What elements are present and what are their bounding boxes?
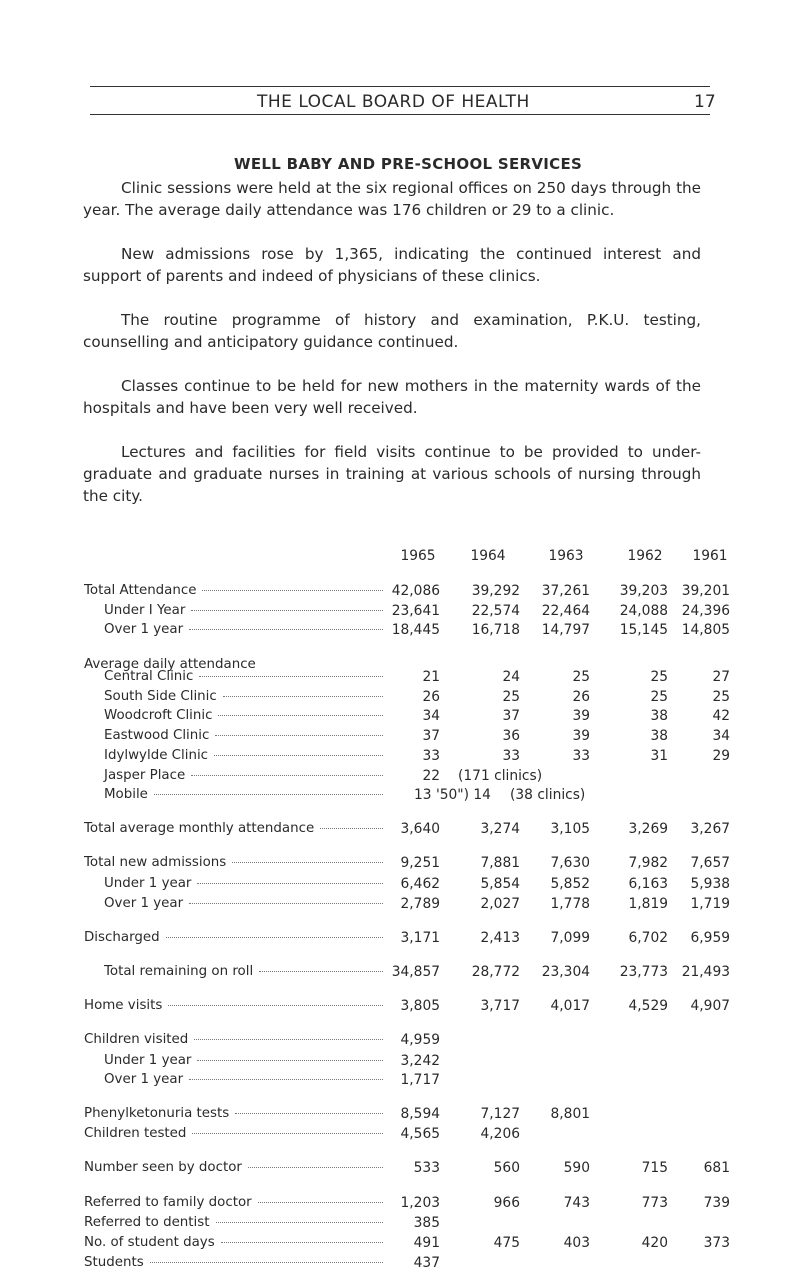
table-cell: 7,630 — [550, 855, 590, 871]
table-cell: 6,702 — [628, 930, 668, 946]
table-cell: 4,206 — [480, 1126, 520, 1142]
row-label: Over 1 year — [104, 896, 383, 911]
table-cell: 18,445 — [391, 622, 440, 638]
table-cell: 39,203 — [619, 583, 668, 599]
table-cell: 1,717 — [400, 1072, 440, 1088]
table-cell: 14,797 — [541, 622, 590, 638]
table-cell: 3,267 — [690, 821, 730, 837]
table-cell: 8,801 — [550, 1106, 590, 1122]
row-label: Students — [84, 1255, 383, 1270]
table-cell: 7,982 — [628, 855, 668, 871]
table-cell: 3,805 — [400, 998, 440, 1014]
table-cell: 385 — [413, 1215, 440, 1231]
table-cell: 34,857 — [391, 964, 440, 980]
table-cell: 15,145 — [619, 622, 668, 638]
table-cell: 34 — [422, 708, 440, 724]
table-cell: 26 — [572, 689, 590, 705]
row-label: Total new admissions — [84, 855, 383, 870]
table-cell: 739 — [703, 1195, 730, 1211]
table-cell: 6,959 — [690, 930, 730, 946]
table-cell: 3,640 — [400, 821, 440, 837]
year-header-1961: 1961 — [692, 548, 728, 564]
table-cell: 4,959 — [400, 1032, 440, 1048]
table-cell: 23,304 — [541, 964, 590, 980]
table-cell: 3,171 — [400, 930, 440, 946]
table-cell: 773 — [641, 1195, 668, 1211]
table-cell: 31 — [650, 748, 668, 764]
table-cell: 25 — [502, 689, 520, 705]
table-cell: 39,292 — [471, 583, 520, 599]
table-cell: 6,163 — [628, 876, 668, 892]
row-label: No. of student days — [84, 1235, 383, 1250]
table-cell: 3,105 — [550, 821, 590, 837]
table-cell: 21,493 — [681, 964, 730, 980]
table-cell: 5,852 — [550, 876, 590, 892]
table-cell: 437 — [413, 1255, 440, 1271]
table-cell: 2,027 — [480, 896, 520, 912]
table-cell: 38 — [650, 728, 668, 744]
table-cell: 8,594 — [400, 1106, 440, 1122]
row-label: Children tested — [84, 1126, 383, 1141]
table-cell: 33 — [422, 748, 440, 764]
table-cell: 420 — [641, 1235, 668, 1251]
paragraph-5: Lectures and facilities for field visits continue to be provided to under-graduate and graduate nurses in training at various schools of nursing through the city. — [83, 443, 701, 505]
row-label: Home visits — [84, 998, 383, 1013]
page-number: 17 — [694, 92, 716, 112]
table-cell: 3,717 — [480, 998, 520, 1014]
table-cell: 560 — [493, 1160, 520, 1176]
paragraph-2: New admissions rose by 1,365, indicating the continued interest and support of parents and indeed of physicians of these clinics. — [83, 245, 701, 285]
leader-dots — [154, 794, 383, 795]
leader-dots — [150, 1262, 383, 1263]
row-label: Phenylketonuria tests — [84, 1106, 383, 1121]
year-header-1964: 1964 — [470, 548, 506, 564]
table-cell: (171 clinics) — [458, 768, 543, 784]
table-cell: 3,269 — [628, 821, 668, 837]
table-cell: 23,773 — [619, 964, 668, 980]
table-cell: 1,778 — [550, 896, 590, 912]
row-label: Under 1 year — [104, 876, 383, 891]
table-cell: 4,907 — [690, 998, 730, 1014]
table-cell: 7,127 — [480, 1106, 520, 1122]
table-cell: 25 — [650, 669, 668, 685]
table-cell: 4,529 — [628, 998, 668, 1014]
table-cell: 5,854 — [480, 876, 520, 892]
table-cell: 39 — [572, 728, 590, 744]
table-cell: 4,017 — [550, 998, 590, 1014]
paragraph-1: Clinic sessions were held at the six regional offices on 250 days through the year. The average daily attendance was 176 children or 29 to a clinic. — [83, 179, 701, 219]
row-label: Central Clinic — [104, 669, 383, 684]
row-label: Referred to dentist — [84, 1215, 383, 1230]
table-cell: 27 — [712, 669, 730, 685]
table-cell: 23,641 — [391, 603, 440, 619]
row-label: Total average monthly attendance — [84, 821, 383, 836]
table-cell: 22,464 — [541, 603, 590, 619]
row-label: Mobile — [104, 787, 383, 802]
table-cell: 373 — [703, 1235, 730, 1251]
section-label: Average daily attendance — [84, 657, 256, 672]
table-cell: 33 — [502, 748, 520, 764]
table-cell: 14,805 — [681, 622, 730, 638]
table-cell: 7,881 — [480, 855, 520, 871]
row-label: South Side Clinic — [104, 689, 383, 704]
table-cell: 743 — [563, 1195, 590, 1211]
row-label: Total Attendance — [84, 583, 383, 598]
row-label: Children visited — [84, 1032, 383, 1047]
table-cell: 475 — [493, 1235, 520, 1251]
table-cell: 966 — [493, 1195, 520, 1211]
row-label: Under 1 year — [104, 1053, 383, 1068]
table-cell: 37 — [422, 728, 440, 744]
table-cell: 24,396 — [681, 603, 730, 619]
table-cell: 2,789 — [400, 896, 440, 912]
table-cell: 3,274 — [480, 821, 520, 837]
section-heading: WELL BABY AND PRE-SCHOOL SERVICES — [234, 155, 583, 173]
table-cell: 13 '50") 14 — [414, 787, 491, 803]
row-label: Woodcroft Clinic — [104, 708, 383, 723]
row-label: Idylwylde Clinic — [104, 748, 383, 763]
table-cell: 2,413 — [480, 930, 520, 946]
table-cell: 491 — [413, 1235, 440, 1251]
table-cell: 34 — [712, 728, 730, 744]
running-header-title: THE LOCAL BOARD OF HEALTH — [257, 92, 530, 112]
table-cell: 1,819 — [628, 896, 668, 912]
table-cell: 21 — [422, 669, 440, 685]
table-cell: 715 — [641, 1160, 668, 1176]
row-label: Number seen by doctor — [84, 1160, 383, 1175]
row-label: Under I Year — [104, 603, 383, 618]
year-header-1965: 1965 — [400, 548, 436, 564]
table-cell: 33 — [572, 748, 590, 764]
row-label: Over 1 year — [104, 622, 383, 637]
table-cell: 42,086 — [391, 583, 440, 599]
table-cell: 5,938 — [690, 876, 730, 892]
table-cell: 36 — [502, 728, 520, 744]
row-label: Total remaining on roll — [104, 964, 383, 979]
table-cell: 42 — [712, 708, 730, 724]
table-cell: 25 — [572, 669, 590, 685]
table-cell: 38 — [650, 708, 668, 724]
table-cell: 9,251 — [400, 855, 440, 871]
table-cell: 39,201 — [681, 583, 730, 599]
table-cell: 22,574 — [471, 603, 520, 619]
table-cell: 25 — [650, 689, 668, 705]
table-cell: 37,261 — [541, 583, 590, 599]
table-cell: 4,565 — [400, 1126, 440, 1142]
year-header-1963: 1963 — [548, 548, 584, 564]
row-label: Eastwood Clinic — [104, 728, 383, 743]
table-cell: 1,203 — [400, 1195, 440, 1211]
row-label: Referred to family doctor — [84, 1195, 383, 1210]
table-cell: 28,772 — [471, 964, 520, 980]
table-cell: 26 — [422, 689, 440, 705]
table-cell: 24 — [502, 669, 520, 685]
table-cell: 7,657 — [690, 855, 730, 871]
header-rule-top — [90, 86, 710, 87]
row-label: Over 1 year — [104, 1072, 383, 1087]
table-cell: 533 — [413, 1160, 440, 1176]
table-cell: 403 — [563, 1235, 590, 1251]
row-label: Discharged — [84, 930, 383, 945]
year-header-1962: 1962 — [627, 548, 663, 564]
table-cell: 16,718 — [471, 622, 520, 638]
table-cell: 29 — [712, 748, 730, 764]
paragraph-3: The routine programme of history and examination, P.K.U. testing, counselling and anticipatory guidance continued. — [83, 311, 701, 351]
table-cell: 6,462 — [400, 876, 440, 892]
paragraph-4: Classes continue to be held for new mothers in the maternity wards of the hospitals and have been very well received. — [83, 377, 701, 417]
table-cell: 590 — [563, 1160, 590, 1176]
table-cell: 39 — [572, 708, 590, 724]
table-cell: 681 — [703, 1160, 730, 1176]
table-cell: 37 — [502, 708, 520, 724]
table-cell: 7,099 — [550, 930, 590, 946]
table-cell: (38 clinics) — [510, 787, 586, 803]
table-cell: 25 — [712, 689, 730, 705]
table-cell: 24,088 — [619, 603, 668, 619]
table-cell: 22 — [422, 768, 440, 784]
header-rule-bottom — [90, 114, 710, 115]
table-cell: 3,242 — [400, 1053, 440, 1069]
row-label: Jasper Place — [104, 768, 383, 783]
table-cell: 1,719 — [690, 896, 730, 912]
